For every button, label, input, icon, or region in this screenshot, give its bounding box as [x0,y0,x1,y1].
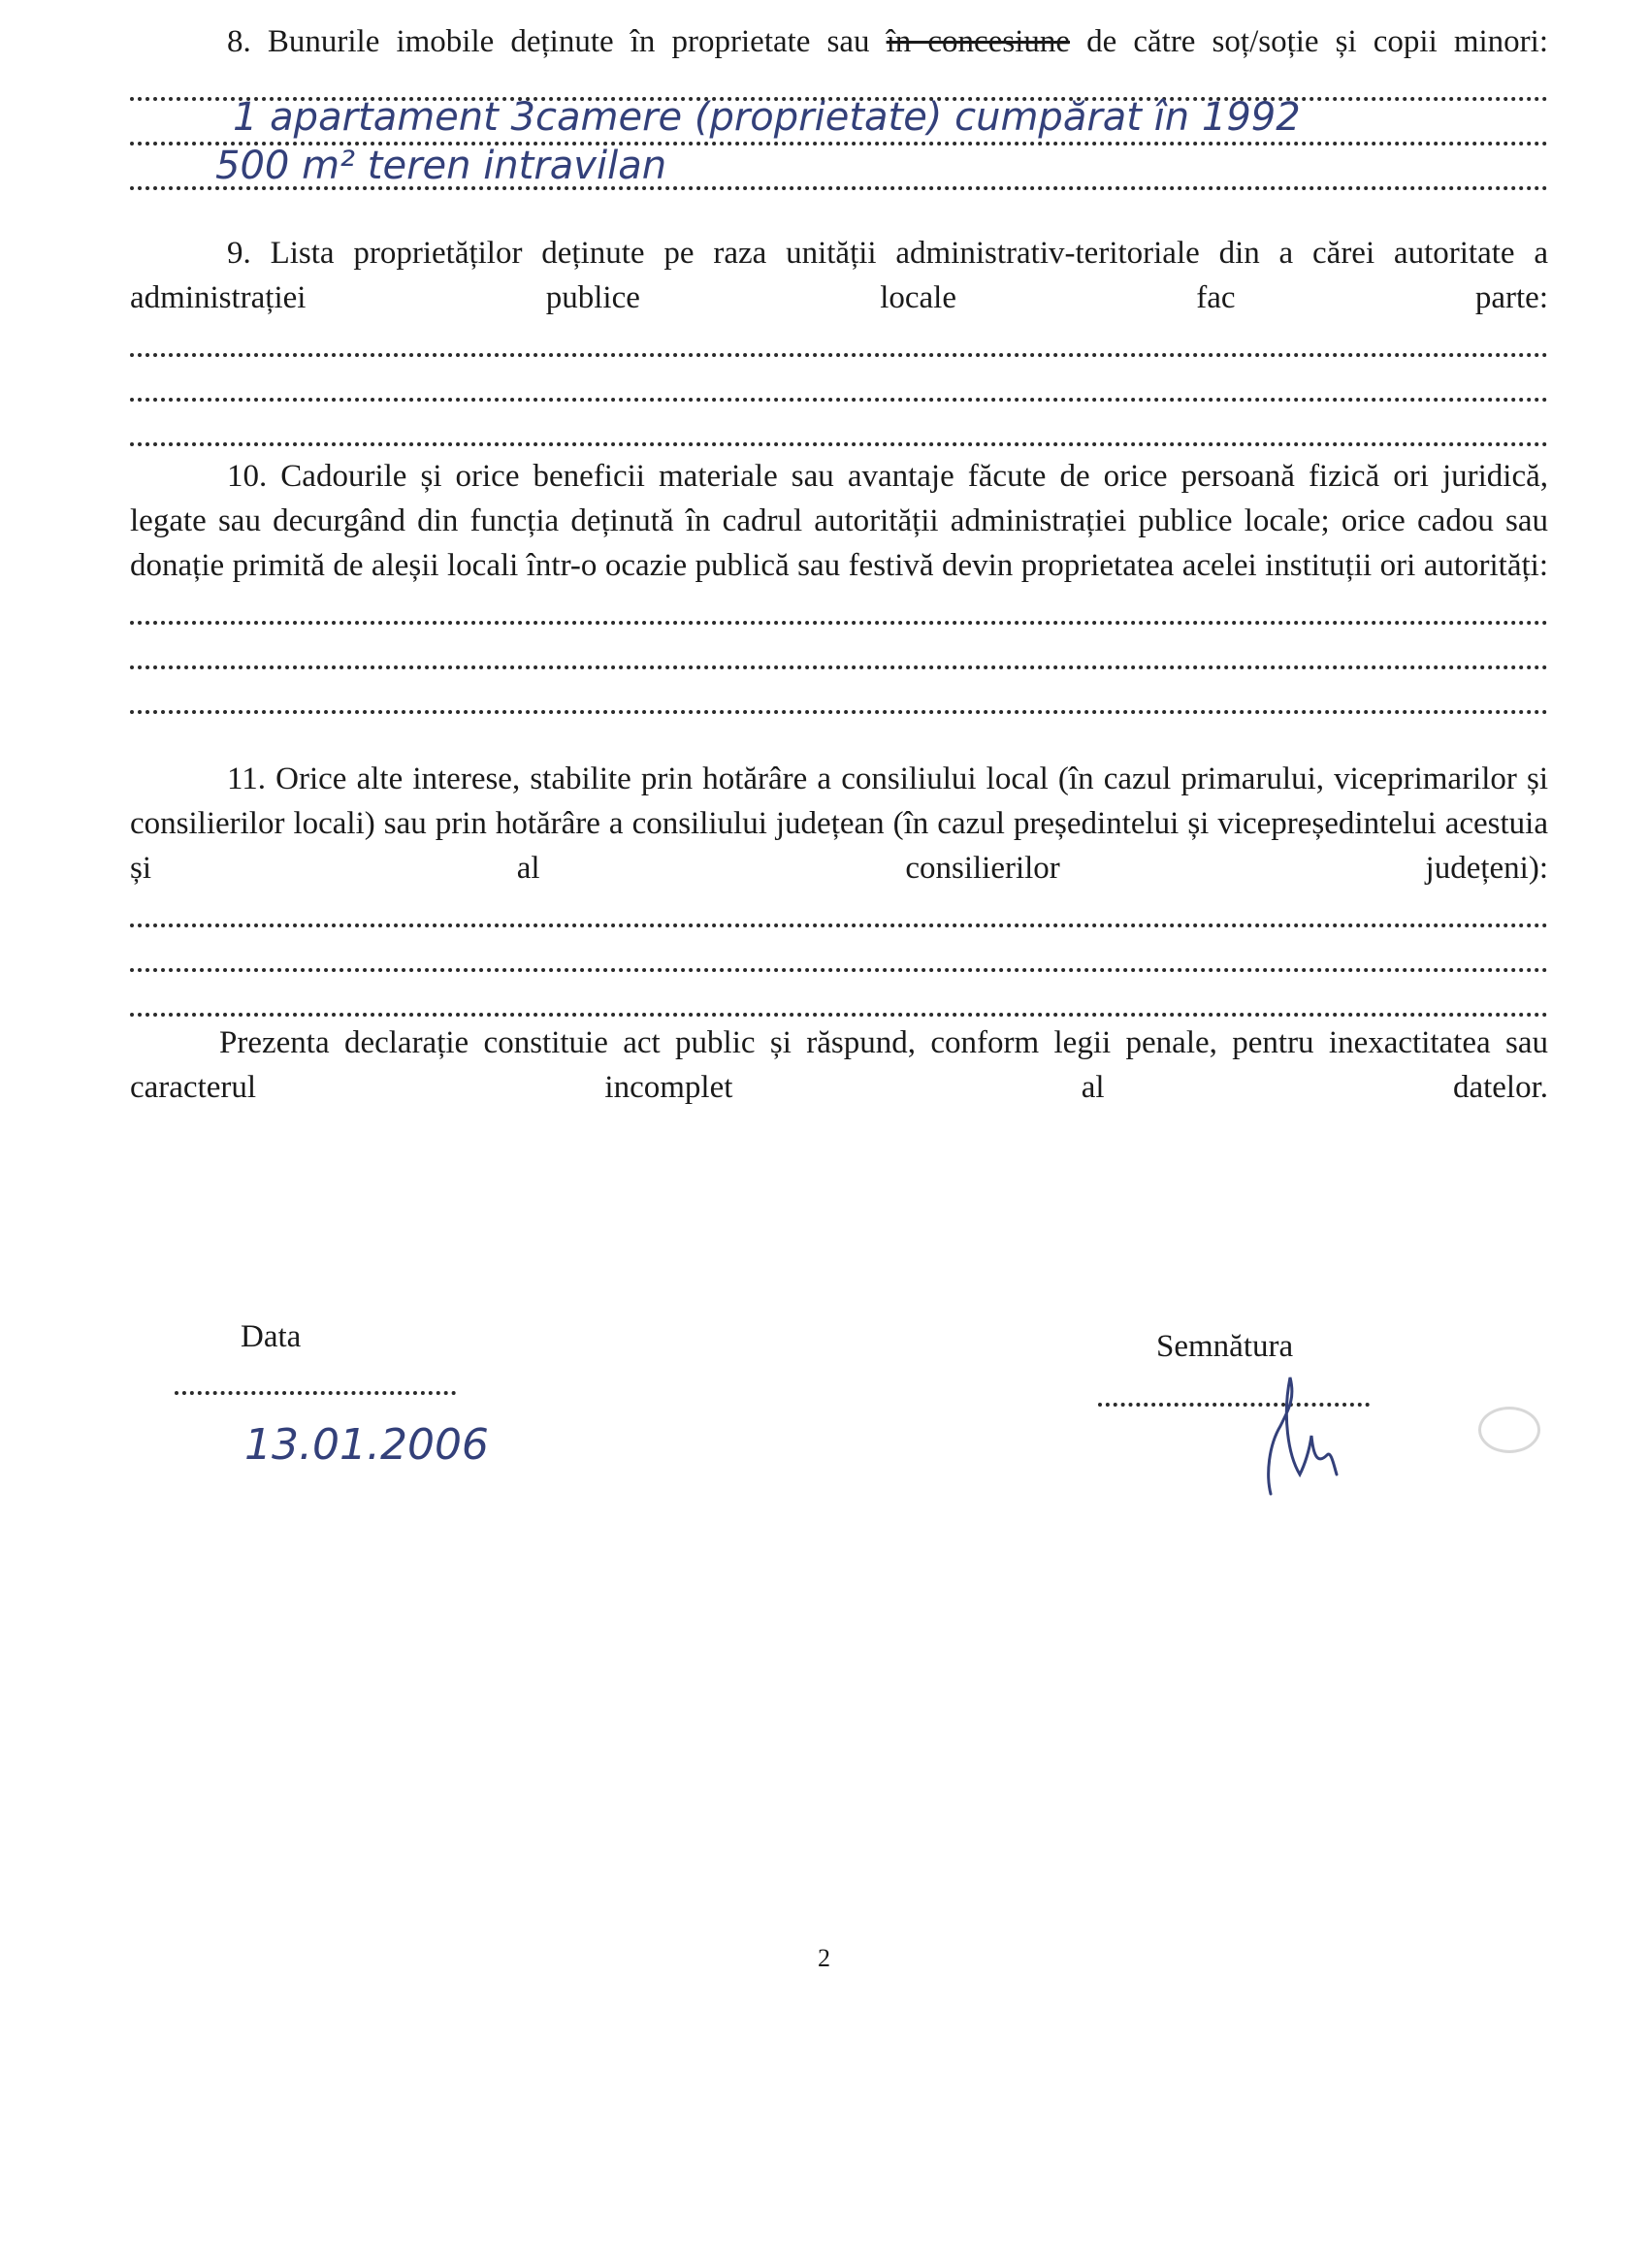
dotted-line [130,632,1548,677]
section-11-text: 11. Orice alte interese, stabilite prin hotărâre a consiliului local (în cazul primarului, viceprimarilor și consilierilor locali) sau prin hotărâre a consiliului județean (în cazul președintelui și vicepreședintelui acestuia și al consilierilor județeni): [130,761,1549,886]
closing-statement [130,1021,1548,1110]
dotted-line [130,891,1548,935]
handwritten-entry-1: 1 apartament 3camere (proprietate) cumpărat în 1992 [233,95,1301,140]
handwritten-entry-2: 500 m² teren intravilan [215,144,667,188]
section-8-number: 8. [227,24,251,59]
dotted-line [130,935,1548,980]
section-11-number: 11. [227,761,267,796]
faint-stamp-mark [1478,1407,1540,1453]
section-9 [130,231,1548,454]
section-9-text: 9. Lista proprietăților deținute pe raza unității administrativ-teritoriale din a cărei autoritate a administrației publice locale fac parte: [130,236,1548,315]
section-10-text: 10. Cadourile și orice beneficii materiale sau avantaje făcute de orice persoană fizică ori juridică, legate sau decurgând din funcția deținută în cadrul autorității administrației publice locale; orice cadou sau donație primită de aleșii locali într-o ocazie publică sau festivă devin proprietatea acelei instituții ori autorități: [130,459,1548,583]
signature-label: Semnătura [1156,1329,1294,1364]
section-8-text: 8. Bunurile imobile deținute în proprietate sau în concesiune de către soț/soție și copii minori: [227,24,1549,59]
handwritten-date: 13.01.2006 [244,1420,489,1470]
dotted-line [130,677,1548,722]
dotted-line [130,980,1548,1024]
page-number: 2 [818,1944,830,1972]
date-dotted-line [175,1381,456,1395]
date-label: Data [241,1319,302,1354]
section-11 [130,757,1548,1024]
dotted-line [130,365,1548,409]
struck-text: în concesiune [886,24,1071,59]
closing-text: Prezenta declarație constituie act public și răspund, conform legii penale, pentru inexactitatea sau caracterul incomplet al datelor. [130,1025,1548,1105]
signature-mark [1212,1358,1368,1504]
dotted-line [130,320,1548,365]
section-9-number: 9. [227,236,251,271]
section-10 [130,454,1548,722]
dotted-line [130,409,1548,454]
section-10-number: 10. [227,459,268,494]
dotted-line [130,588,1548,632]
